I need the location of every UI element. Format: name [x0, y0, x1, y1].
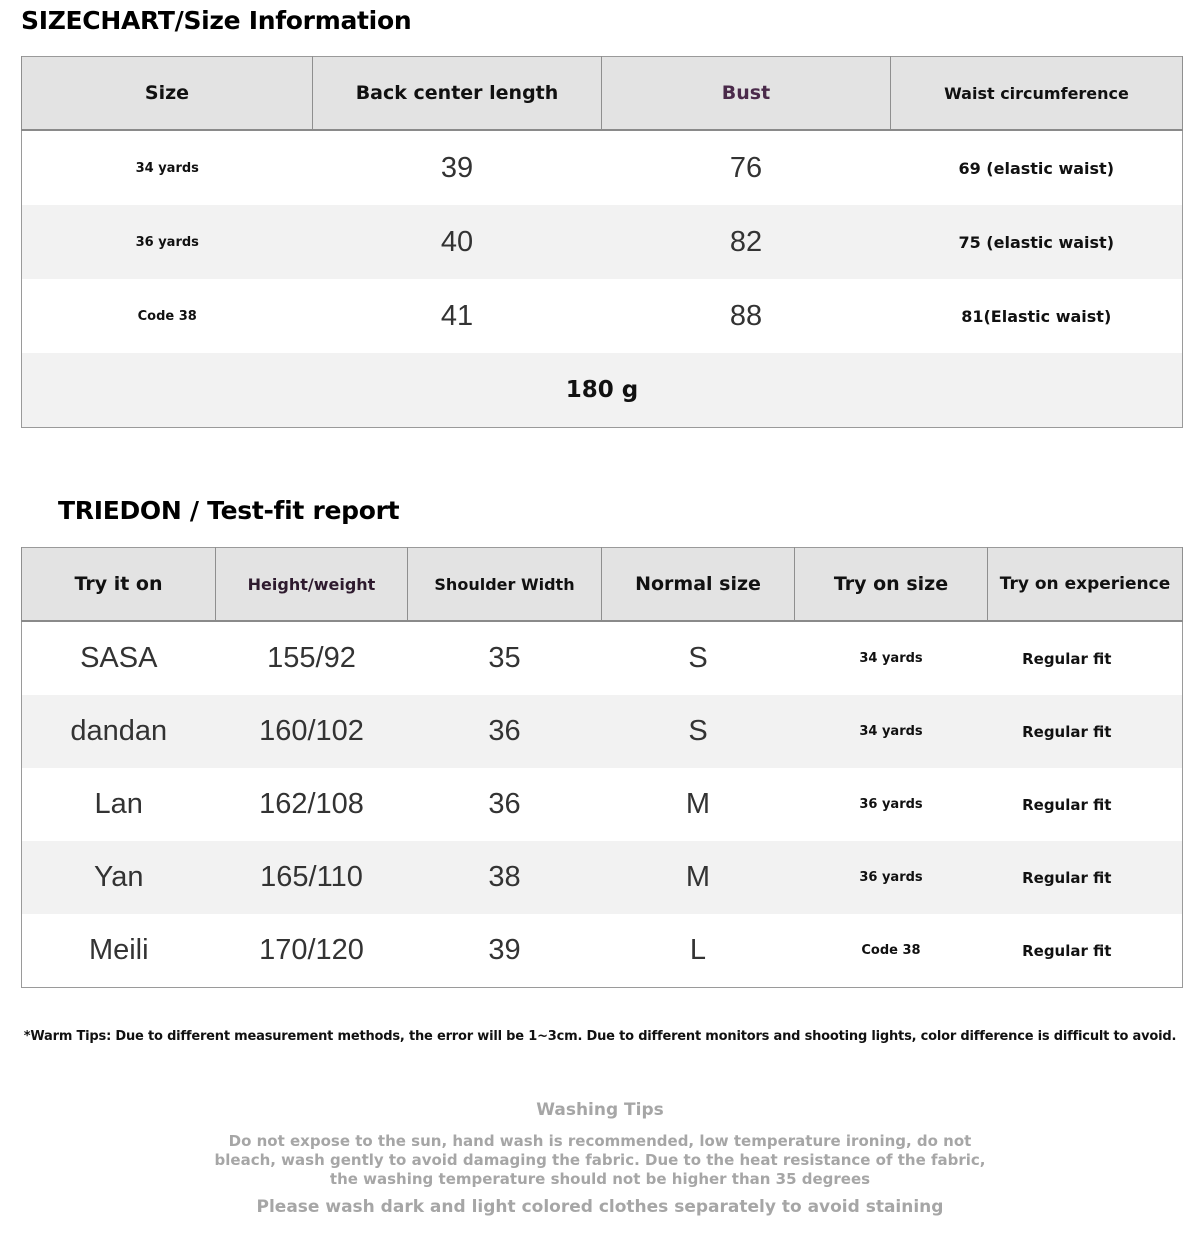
back-center-length-cell: 41: [313, 279, 602, 353]
waist-cell: 81(Elastic waist): [891, 279, 1183, 353]
back-center-length-cell: 40: [313, 205, 602, 279]
tester-name-cell: dandan: [22, 695, 216, 768]
header-size: Size: [22, 57, 313, 131]
table-row: [22, 130, 1183, 205]
shoulder-width-cell: 39: [408, 914, 602, 988]
try-on-experience-cell: Regular fit: [988, 695, 1183, 768]
bust-cell: 82: [602, 205, 891, 279]
try-on-size-cell: 34 yards: [795, 695, 988, 768]
header-try-on-size: Try on size: [795, 548, 988, 622]
washing-tips-line: Do not expose to the sun, hand wash is recommended, low temperature ironing, do not: [228, 1132, 972, 1150]
header-shoulder-width: Shoulder Width: [408, 548, 602, 622]
waist-cell: 75 (elastic waist): [891, 205, 1183, 279]
table-row: [22, 768, 1183, 841]
fit-report-header-row: [22, 548, 1183, 622]
size-cell: 36 yards: [22, 205, 313, 279]
normal-size-cell: S: [602, 621, 795, 695]
normal-size-cell: S: [602, 695, 795, 768]
try-on-experience-cell: Regular fit: [988, 914, 1183, 988]
fit-report-table: [21, 547, 1183, 988]
height-weight-cell: 165/110: [216, 841, 408, 914]
shoulder-width-cell: 38: [408, 841, 602, 914]
table-row: [22, 621, 1183, 695]
tester-name-cell: SASA: [22, 621, 216, 695]
normal-size-cell: L: [602, 914, 795, 988]
tester-name-cell: Meili: [22, 914, 216, 988]
size-cell: Code 38: [22, 279, 313, 353]
warm-tips-note: *Warm Tips: Due to different measurement methods, the error will be 1~3cm. Due to different monitors and shooting lights, color difference is difficult to avoid.: [23, 1029, 1177, 1044]
header-height-weight: Height/weight: [216, 548, 408, 622]
height-weight-cell: 155/92: [216, 621, 408, 695]
shoulder-width-cell: 35: [408, 621, 602, 695]
try-on-experience-cell: Regular fit: [988, 841, 1183, 914]
normal-size-cell: M: [602, 841, 795, 914]
waist-cell: 69 (elastic waist): [891, 130, 1183, 205]
header-try-on-experience: Try on experience: [988, 548, 1183, 622]
height-weight-cell: 160/102: [216, 695, 408, 768]
shoulder-width-cell: 36: [408, 695, 602, 768]
size-cell: 34 yards: [22, 130, 313, 205]
table-row: [22, 279, 1183, 353]
header-waist-circumference: Waist circumference: [891, 57, 1183, 131]
size-chart-table: [21, 56, 1183, 428]
table-row: [22, 205, 1183, 279]
try-on-experience-cell: Regular fit: [988, 621, 1183, 695]
size-chart-header-row: [22, 57, 1183, 131]
normal-size-cell: M: [602, 768, 795, 841]
washing-tips-separate-note: Please wash dark and light colored clothes separately to avoid staining: [256, 1197, 944, 1217]
fit-report-title: TRIEDON / Test-fit report: [58, 496, 400, 525]
weight-row: [22, 353, 1183, 428]
size-chart-title: SIZECHART/Size Information: [21, 6, 412, 35]
washing-tips-title: Washing Tips: [536, 1100, 664, 1120]
try-on-size-cell: 36 yards: [795, 768, 988, 841]
tester-name-cell: Yan: [22, 841, 216, 914]
tester-name-cell: Lan: [22, 768, 216, 841]
table-row: [22, 914, 1183, 988]
height-weight-cell: 170/120: [216, 914, 408, 988]
header-bust: Bust: [602, 57, 891, 131]
table-row: [22, 841, 1183, 914]
back-center-length-cell: 39: [313, 130, 602, 205]
try-on-size-cell: 36 yards: [795, 841, 988, 914]
try-on-size-cell: 34 yards: [795, 621, 988, 695]
height-weight-cell: 162/108: [216, 768, 408, 841]
header-try-it-on: Try it on: [22, 548, 216, 622]
try-on-experience-cell: Regular fit: [988, 768, 1183, 841]
header-normal-size: Normal size: [602, 548, 795, 622]
weight-value: 180 g: [22, 353, 1183, 428]
washing-tips-line: the washing temperature should not be higher than 35 degrees: [329, 1170, 871, 1188]
table-row: [22, 695, 1183, 768]
header-back-center-length: Back center length: [313, 57, 602, 131]
bust-cell: 76: [602, 130, 891, 205]
try-on-size-cell: Code 38: [795, 914, 988, 988]
bust-cell: 88: [602, 279, 891, 353]
shoulder-width-cell: 36: [408, 768, 602, 841]
washing-tips-line: bleach, wash gently to avoid damaging the fabric. Due to the heat resistance of the fabric,: [214, 1151, 986, 1169]
